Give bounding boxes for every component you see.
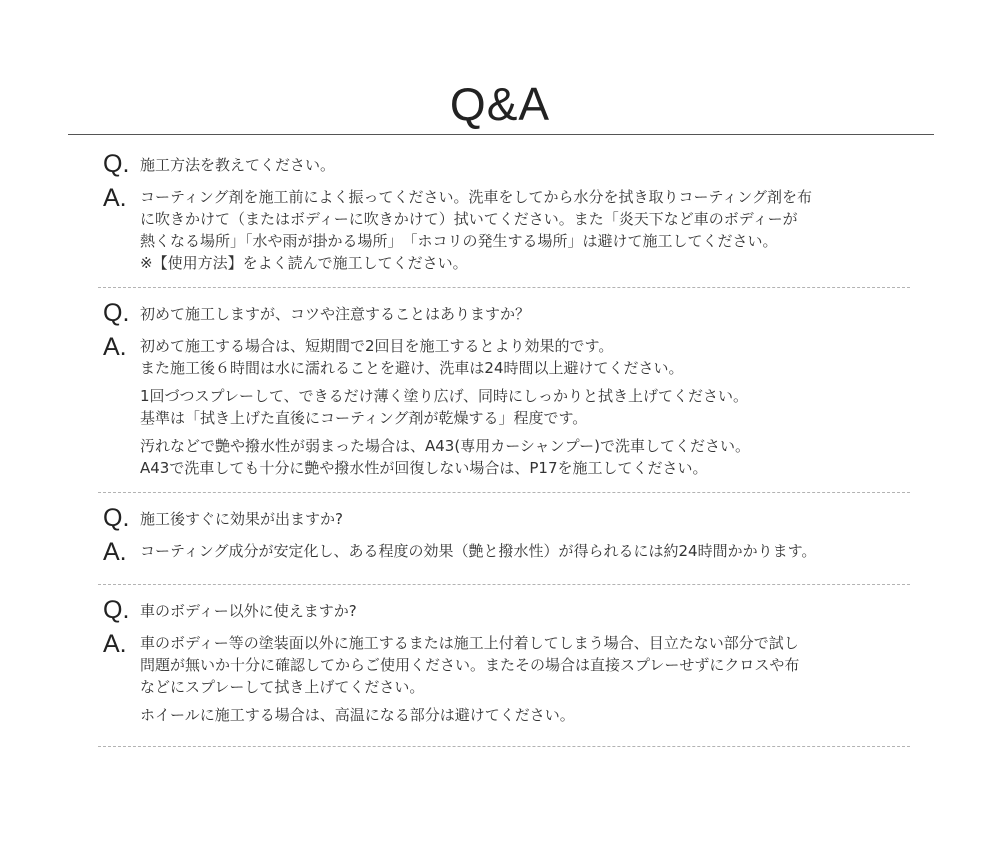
answer-row xyxy=(100,632,910,726)
answer-paragraph xyxy=(140,385,910,429)
answer-line: などにスプレーして拭き上げてください。 xyxy=(140,678,425,696)
question-text: 車のボディー以外に使えますか? xyxy=(140,602,357,620)
answer-line: 問題が無いか十分に確認してからご使用ください。またその場合は直接スプレーせずにクロスや布 xyxy=(140,656,800,674)
answer-row xyxy=(100,335,910,479)
question-text: 施工方法を教えてください。 xyxy=(140,156,336,174)
answer-marker: A. xyxy=(103,333,127,361)
answer-line: 初めて施工する場合は、短期間で2回目を施工するとより効果的です。 xyxy=(140,337,614,355)
answer-line: A43で洗車しても十分に艶や撥水性が回復しない場合は、P17を施工してください。 xyxy=(140,459,708,477)
question-row xyxy=(100,506,910,530)
question-marker: Q. xyxy=(103,150,130,178)
answer-paragraph xyxy=(140,186,910,274)
answer-line: ※【使用方法】をよく読んで施工してください。 xyxy=(140,254,468,272)
qa-item xyxy=(100,152,910,274)
answer-line: コーティング成分が安定化し、ある程度の効果（艶と撥水性）が得られるには約24時間かかります。 xyxy=(140,542,817,560)
answer-marker: A. xyxy=(103,184,127,212)
answer-line: 熱くなる場所」「水や雨が掛かる場所」 「ホコリの発生する場所」は避けて施工してください。 xyxy=(140,232,778,250)
answer-row xyxy=(100,538,910,566)
answer-line: 車のボディー等の塗装面以外に施工するまたは施工上付着してしまう場合、目立たない部分で試し xyxy=(140,634,799,652)
qa-item xyxy=(100,504,910,566)
qa-divider xyxy=(98,287,910,288)
answer-marker: A. xyxy=(103,538,127,566)
answer-paragraph xyxy=(140,335,910,379)
answer-paragraph xyxy=(140,540,910,562)
answer-paragraph xyxy=(140,704,910,726)
question-text: 施工後すぐに効果が出ますか? xyxy=(140,510,343,528)
qa-divider xyxy=(98,746,910,747)
answer-marker: A. xyxy=(103,630,127,658)
question-marker: Q. xyxy=(103,596,130,624)
answer-paragraph xyxy=(140,435,910,479)
qa-item xyxy=(100,301,910,479)
question-row xyxy=(100,301,910,325)
page-title: Q&A xyxy=(449,78,551,130)
qa-divider xyxy=(98,584,910,585)
answer-line: コーティング剤を施工前によく振ってください。洗車をしてから水分を拭き取りコーティング剤を布 xyxy=(140,188,813,206)
answer-paragraph xyxy=(140,632,910,698)
answer-row xyxy=(100,186,910,274)
question-row xyxy=(100,152,910,176)
question-marker: Q. xyxy=(103,299,130,327)
answer-line: 汚れなどで艶や撥水性が弱まった場合は、A43(専用カーシャンプー)で洗車してください。 xyxy=(140,437,751,455)
answer-line: に吹きかけて（またはボディーに吹きかけて）拭いてください。また「炎天下など車のボディーが xyxy=(140,210,798,228)
answer-line: ホイールに施工する場合は、高温になる部分は避けてください。 xyxy=(140,706,575,724)
answer-line: 1回づつスプレーして、できるだけ薄く塗り広げ、同時にしっかりと拭き上げてください。 xyxy=(140,387,749,405)
question-marker: Q. xyxy=(103,504,130,532)
answer-line: 基準は「拭き上げた直後にコーティング剤が乾燥する」程度です。 xyxy=(140,409,588,427)
question-text: 初めて施工しますが、コツや注意することはありますか？ xyxy=(140,305,531,323)
question-row xyxy=(100,598,910,622)
answer-line: また施工後６時間は水に濡れることを避け、洗車は24時間以上避けてください。 xyxy=(140,359,684,377)
qa-divider xyxy=(98,492,910,493)
qa-item xyxy=(100,598,910,726)
